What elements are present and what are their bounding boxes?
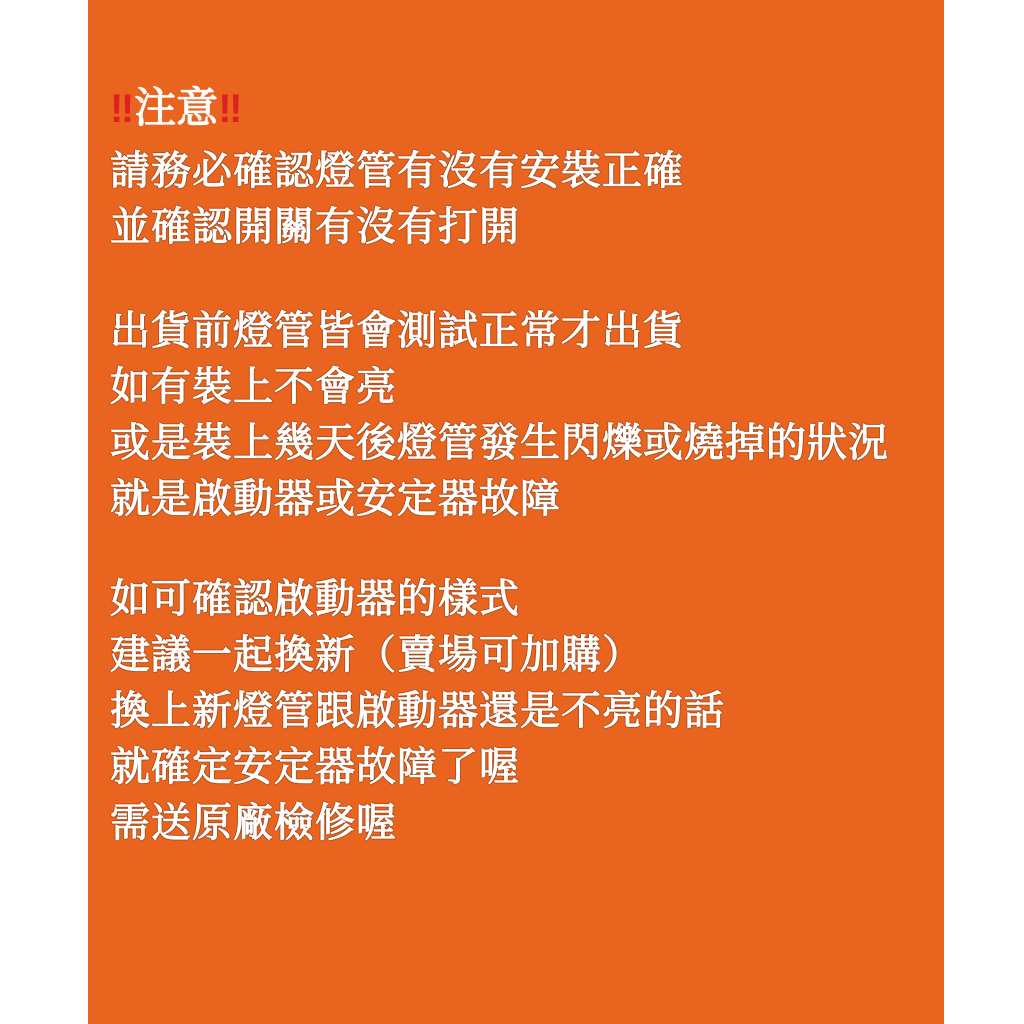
check-section-line-1: 請務必確認燈管有沒有安裝正確 [110,149,684,193]
notice-heading-label: 注意 [134,84,219,131]
shipping-section-line-4: 就是啟動器或安定器故障 [110,477,561,521]
section-spacer-2 [110,527,904,571]
notice-poster [88,0,944,1024]
advice-section-line-2: 建議一起換新（賣場可加購） [110,633,643,677]
shipping-section-line-3: 或是裝上幾天後燈管發生閃爍或燒掉的狀況 [110,421,889,465]
check-section [110,143,904,255]
warning-mark-left-icon: ‼ [110,87,135,131]
section-spacer-1 [110,255,904,303]
advice-section-line-5: 需送原廠檢修喔 [110,801,397,845]
advice-section-line-3: 換上新燈管跟啟動器還是不亮的話 [110,689,725,733]
check-section-line-2: 並確認開關有沒有打開 [110,205,520,249]
shipping-section [110,303,904,527]
warning-mark-right-icon: ‼ [218,87,243,131]
notice-heading [110,78,904,139]
shipping-section-line-1: 出貨前燈管皆會測試正常才出貨 [110,309,684,353]
advice-section-line-4: 就確定安定器故障了喔 [110,745,520,789]
shipping-section-line-2: 如有裝上不會亮 [110,365,397,409]
advice-section-line-1: 如可確認啟動器的樣式 [110,577,520,621]
advice-section [110,571,904,851]
